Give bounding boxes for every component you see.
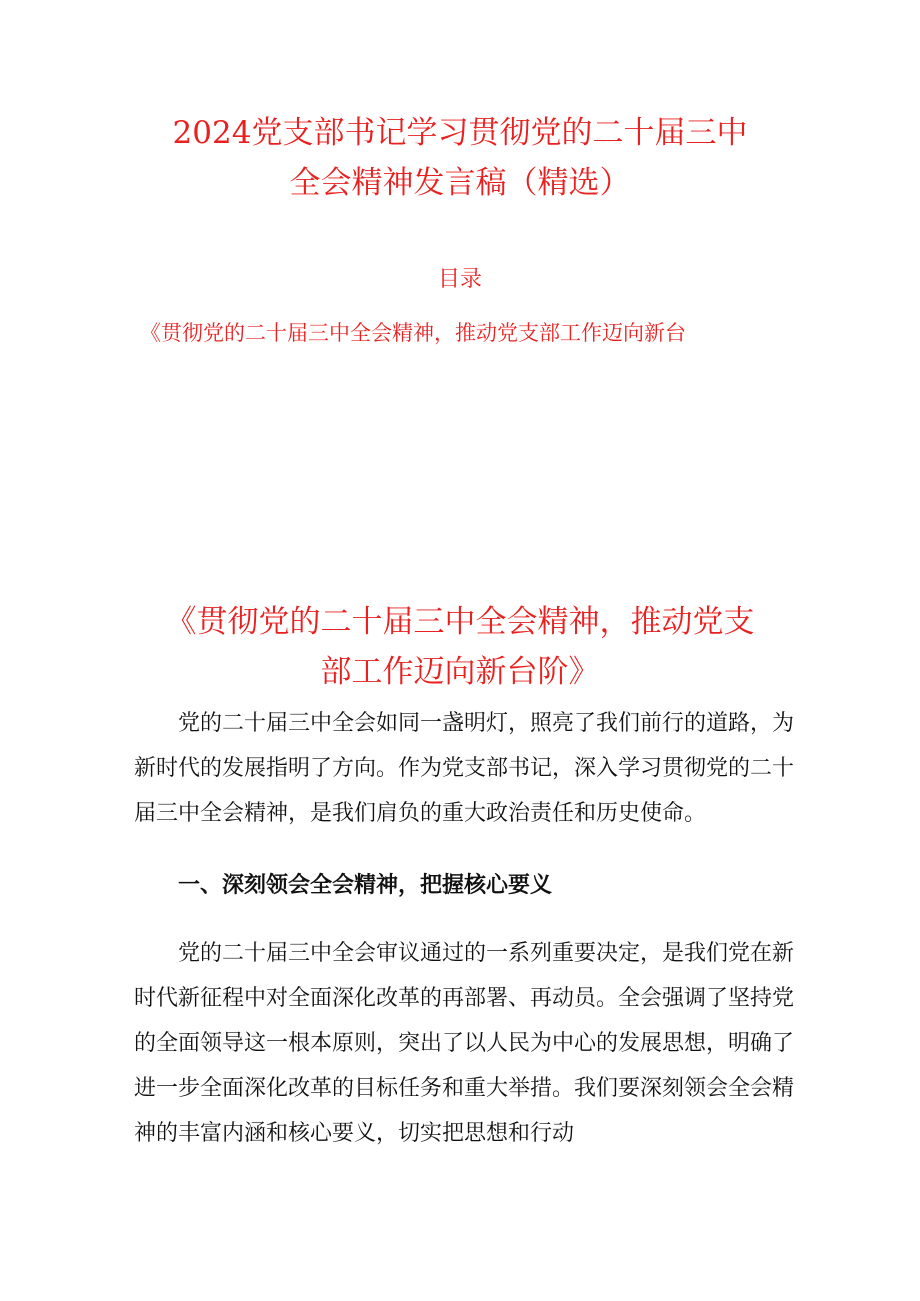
section-title-line-1: 《贯彻党的二十届三中全会精神，推动党支 bbox=[165, 604, 755, 640]
section-title-line-2: 部工作迈向新台阶》 bbox=[320, 654, 600, 690]
section-title bbox=[110, 597, 810, 697]
document-title-line-2: 全会精神发言稿（精选） bbox=[289, 165, 631, 201]
subheading-1: 一、深刻领会全会精神，把握核心要义 bbox=[178, 873, 553, 898]
toc-heading: 目录 bbox=[437, 267, 482, 292]
body-paragraph-2: 党的二十届三中全会审议通过的一系列重要决定，是我们党在新时代新征程中对全面深化改革的再部署、再动员。全会强调了坚持党的全面领导这一根本原则，突出了以人民为中心的发展思想，明确了进一步全面深化改革的目标任务和重大举措。我们要深刻领会全会精神的丰富内涵和核心要义，切实把思想和行动 bbox=[134, 941, 795, 1146]
document-title bbox=[100, 108, 820, 208]
body-paragraph-1: 党的二十届三中全会如同一盏明灯，照亮了我们前行的道路，为新时代的发展指明了方向。作为党支部书记，深入学习贯彻党的二十届三中全会精神，是我们肩负的重大政治责任和历史使命。 bbox=[134, 711, 795, 826]
document-title-line-1: 2024党支部书记学习贯彻党的二十届三中 bbox=[172, 115, 748, 151]
toc-item[interactable]: 《贯彻党的二十届三中全会精神，推动党支部工作迈向新台 bbox=[140, 321, 686, 345]
